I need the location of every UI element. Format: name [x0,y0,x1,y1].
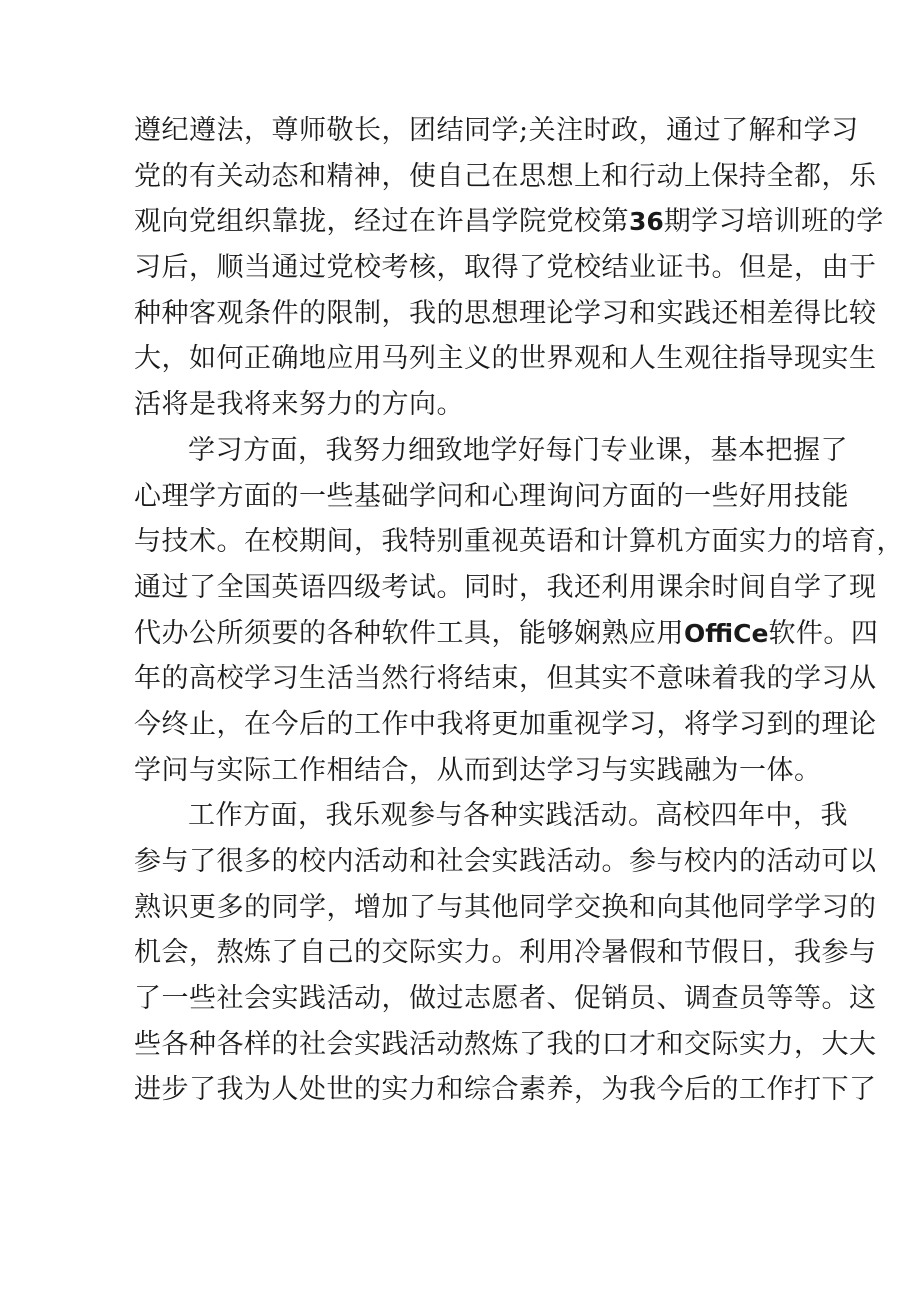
text-line [134,519,904,565]
text-segment: 了一些社会实践活动，做过志愿者、促销员、调查员等等。这 [134,983,877,1015]
text-segment: 代办公所须要的各种软件工具，能够娴熟应用 [134,617,684,649]
text-segment: 通过了全国英语四级考试。同时，我还利用课余时间自学了现 [134,571,877,603]
text-line [134,154,877,200]
text-segment: 些各种各样的社会实践活动熬炼了我的口才和交际实力，大大 [134,1028,877,1060]
text-line-paragraph-start [134,428,848,474]
text-line [134,108,859,154]
text-segment: 活将是我将来努力的方向。 [134,389,464,421]
text-line [134,885,877,931]
text-segment: 观向党组织靠拢，经过在许昌学院党校第 [134,206,629,238]
text-line [134,976,877,1022]
body-text [134,108,904,1113]
text-segment: 学问与实际工作相结合，从而到达学习与实践融为一体。 [134,754,822,786]
text-segment: 遵纪遵法，尊师敬长，团结同学;关注时政，通过了解和学习 [134,115,859,146]
text-line [134,474,849,520]
text-segment: 与技术。在校期间，我特别重视英语和计算机方面实力的培育， [134,526,904,558]
text-segment: 工作方面，我乐观参与各种实践活动。高校四年中，我 [188,800,848,832]
text-segment: 心理学方面的一些基础学问和心理询问方面的一些好用技能 [134,480,849,512]
text-line [134,702,877,748]
text-segment: 今终止，在今后的工作中我将更加重视学习，将学习到的理论 [134,708,877,740]
text-line [134,1067,877,1113]
text-line [134,565,877,611]
text-segment: 机会，熬炼了自己的交际实力。利用冷暑假和节假日，我参与 [134,937,877,969]
text-segment: 种种客观条件的限制，我的思想理论学习和实践还相差得比较 [134,297,877,329]
text-line [134,382,794,428]
text-segment: 大，如何正确地应用马列主义的世界观和人生观往指导现实生 [134,343,877,375]
text-line [134,748,822,794]
term-office: OffiCe [684,618,769,648]
text-line [134,839,877,885]
text-line [134,291,877,337]
text-segment: 进步了我为人处世的实力和综合素养，为我今后的工作打下了 [134,1074,877,1106]
text-line [134,199,884,245]
text-segment: 年的高校学习生活当然行将结束，但其实不意味着我的学习从 [134,663,877,695]
text-line [134,245,877,291]
text-segment: 参与了很多的校内活动和社会实践活动。参与校内的活动可以 [134,846,877,877]
text-line [134,611,879,657]
text-segment: 学习方面，我努力细致地学好每门专业课，基本把握了 [188,434,848,466]
text-line [134,1022,877,1068]
text-segment: 熟识更多的同学，增加了与其他同学交换和向其他同学学习的 [134,891,877,923]
text-segment: 习后，顺当通过党校考核，取得了党校结业证书。但是，由于 [134,252,877,284]
text-segment: 软件。四 [768,617,879,649]
text-segment: 期学习培训班的学 [663,206,884,238]
text-line [134,656,877,702]
text-line-paragraph-start [134,793,848,839]
text-line [134,336,877,382]
text-line [134,930,877,976]
text-segment: 党的有关动态和精神，使自己在思想上和行动上保持全都，乐 [134,160,877,192]
term-number: 36 [629,207,664,237]
